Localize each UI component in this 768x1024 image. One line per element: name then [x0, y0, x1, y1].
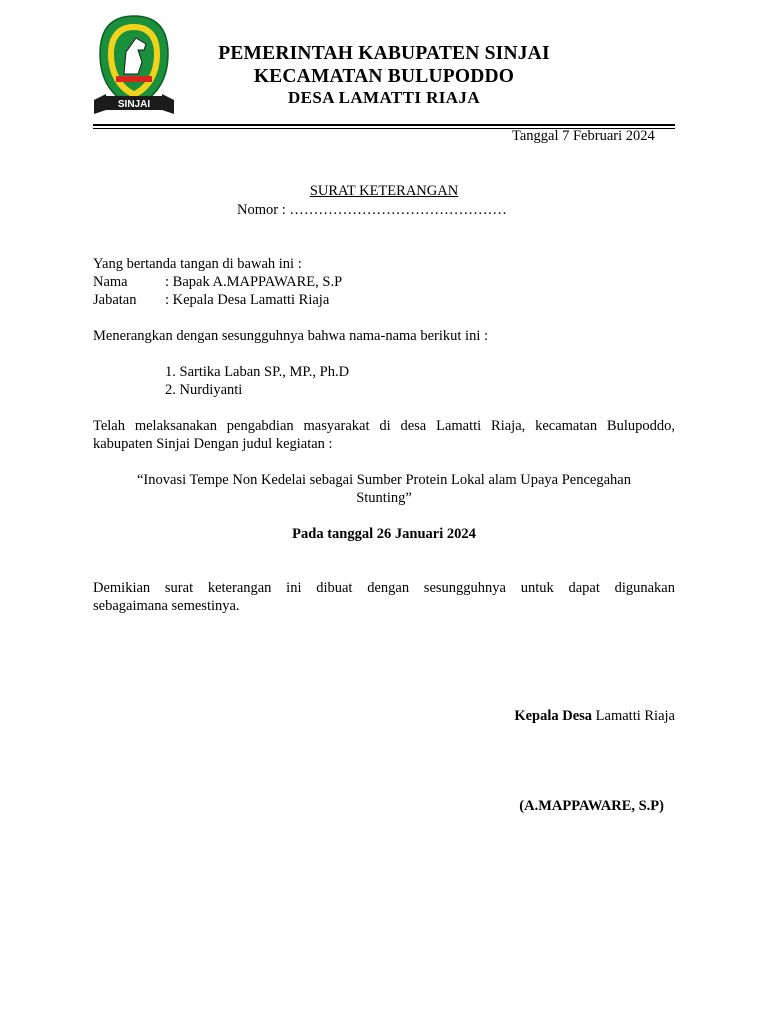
letter-title — [0, 182, 768, 200]
field-label-name: Nama — [93, 274, 128, 290]
field-value-position: : Kepala Desa Lamatti Riaja — [165, 292, 330, 308]
signatory-name: (A.MAPPAWARE, S.P) — [519, 798, 664, 814]
activity-title: “Inovasi Tempe Non Kedelai sebagai Sumber Protein Lokal alam Upaya Pencegahan Stunting” — [137, 472, 631, 506]
logo-label: SINJAI — [117, 99, 151, 110]
closing-text-line-2: sebagaimana semestinya. — [93, 598, 240, 614]
header-divider-thick — [93, 124, 675, 126]
name-list-item: 1. Sartika Laban SP., MP., Ph.D — [165, 364, 350, 380]
event-date: Pada tanggal 26 Januari 2024 — [292, 526, 476, 542]
intro-text: Yang bertanda tangan di bawah ini : — [93, 256, 302, 272]
signature-position-rest: Lamatti Riaja — [592, 708, 675, 724]
name-list-item: 2. Nurdiyanti — [165, 382, 243, 398]
header-line-3: DESA LAMATTI RIAJA — [287, 88, 481, 107]
field-label-position: Jabatan — [93, 292, 137, 308]
letter-title-text: SURAT KETERANGAN — [309, 183, 459, 199]
closing-text-line-1: Demikian surat keterangan ini dibuat dengan sesungguhnya untuk dapat digunakan — [93, 580, 675, 596]
body-text-line-1: Telah melaksanakan pengabdian masyarakat di desa Lamatti Riaja, kecamatan Bulupoddo, — [93, 418, 675, 434]
field-value-name: : Bapak A.MAPPAWARE, S.P — [165, 274, 343, 290]
letter-number: Nomor : ……………………………………… — [237, 202, 507, 218]
letter-date: Tanggal 7 Februari 2024 — [512, 128, 655, 144]
signature-position-bold: Kepala Desa — [514, 708, 593, 724]
signature-position — [514, 707, 675, 725]
header-line-2: KECAMATAN BULUPODDO — [253, 66, 515, 87]
header-line-1: PEMERINTAH KABUPATEN SINJAI — [218, 43, 550, 64]
statement-text: Menerangkan dengan sesungguhnya bahwa nama-nama berikut ini : — [93, 328, 488, 344]
body-text-line-2: kabupaten Sinjai Dengan judul kegiatan : — [93, 436, 333, 452]
